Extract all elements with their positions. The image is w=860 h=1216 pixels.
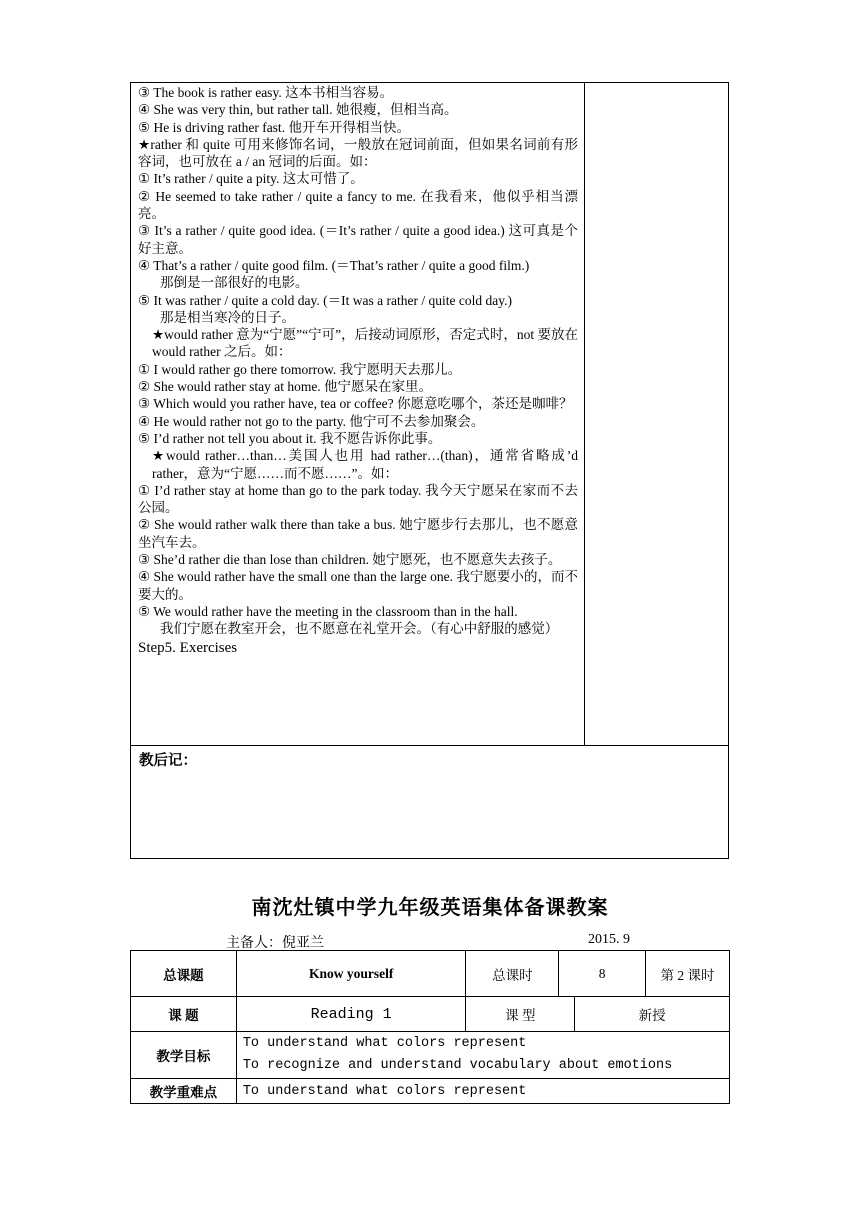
note-line: 我们宁愿在教室开会，也不愿意在礼堂开会。（有心中舒服的感觉）: [160, 621, 559, 637]
note-line: ⑤ It was rather / quite a cold day. (＝It was a rather / quite cold day.): [138, 292, 512, 308]
note-line: ③ Which would you rather have, tea or coffee? 你愿意吃哪个，茶还是咖啡？: [138, 396, 573, 412]
note-line: ① I would rather go there tomorrow. 我宁愿明天去那儿。: [138, 361, 462, 377]
page-title: 南沈灶镇中学九年级英语集体备课教案: [251, 897, 609, 919]
total-hours-label: 总课时: [466, 951, 559, 997]
note-line: 那倒是一部很好的电影。: [160, 275, 309, 291]
note-line: ⑤ I’d rather not tell you about it. 我不愿告诉你此事。: [138, 430, 442, 446]
type-value: 新授: [575, 997, 730, 1032]
note-line: ② She would rather walk there than take a bus. 她宁愿步行去那儿，也不愿意坐汽车去。: [138, 517, 578, 550]
note-line: ② She would rather stay at home. 他宁愿呆在家里。: [138, 379, 433, 395]
objective-item: To recognize and understand vocabulary about emotions: [242, 1058, 673, 1073]
note-line: ③ It’s a rather / quite good idea. (＝It’s rather / quite a good idea.) 这可真是个好主意。: [138, 223, 578, 256]
objectives-label: 教学目标: [131, 1032, 237, 1079]
note-line: ★rather 和 quite 可用来修饰名词，一般放在冠词前面，但如果名词前有形容词，也可放在 a / an 冠词的后面。如：: [138, 136, 578, 170]
preparer: 主备人：倪亚兰: [226, 936, 324, 951]
lesson-label: 课 题: [131, 997, 237, 1032]
note-line: ⑤ He is driving rather fast. 他开车开得相当快。: [138, 119, 410, 135]
note-line: ③ The book is rather easy. 这本书相当容易。: [138, 85, 394, 100]
lesson-value: Reading 1: [236, 997, 466, 1032]
note-line: ④ She would rather have the small one than the large one. 我宁愿要小的，而不要大的。: [138, 569, 578, 602]
row-divider: [130, 745, 729, 746]
topic-value: Know yourself: [236, 951, 466, 997]
total-hours-value: 8: [559, 951, 646, 997]
type-label: 课 型: [466, 997, 575, 1032]
topic-label: 总课题: [131, 951, 237, 997]
step5-heading: Step5. Exercises: [138, 639, 238, 656]
note-line: ★would rather 意为“宁愿”“宁可”，后接动词原形，否定式时，not 要放在 would rather 之后。如：: [152, 327, 578, 360]
lesson-info-table: [130, 950, 730, 1104]
grammar-notes: [138, 84, 578, 658]
keypoints-label: 教学重难点: [131, 1079, 237, 1104]
period: 第 2 课时: [646, 951, 730, 997]
note-line: ① I’d rather stay at home than go to the park today. 我今天宁愿呆在家而不去公园。: [138, 482, 578, 516]
note-line: ③ She’d rather die than lose than children. 她宁愿死，也不愿意失去孩子。: [138, 552, 562, 568]
note-line: ④ He would rather not go to the party. 他宁可不去参加聚会。: [138, 413, 485, 429]
reflection-label: 教后记：: [139, 753, 197, 769]
note-line: 那是相当寒冷的日子。: [160, 309, 295, 325]
note-line: ④ She was very thin, but rather tall. 她很瘦，但相当高。: [138, 102, 458, 118]
date: 2015. 9: [588, 932, 630, 947]
note-line: ① It’s rather / quite a pity. 这太可惜了。: [138, 171, 364, 187]
note-line: ④ That’s a rather / quite good film. (＝That’s rather / quite a good film.): [138, 257, 530, 273]
keypoints: To understand what colors represent: [236, 1079, 729, 1104]
note-line: ⑤ We would rather have the meeting in the classroom than in the hall.: [138, 603, 518, 619]
note-line: ② He seemed to take rather / quite a fancy to me. 在我看来，他似乎相当漂亮。: [138, 188, 578, 222]
note-line: ★would rather…than…美国人也用 had rather…(than)，通常省略成’d rather，意为“宁愿……而不愿……”。如：: [152, 448, 578, 481]
column-divider: [584, 82, 585, 745]
objectives: [236, 1032, 729, 1079]
objective-item: To understand what colors represent: [242, 1036, 527, 1051]
